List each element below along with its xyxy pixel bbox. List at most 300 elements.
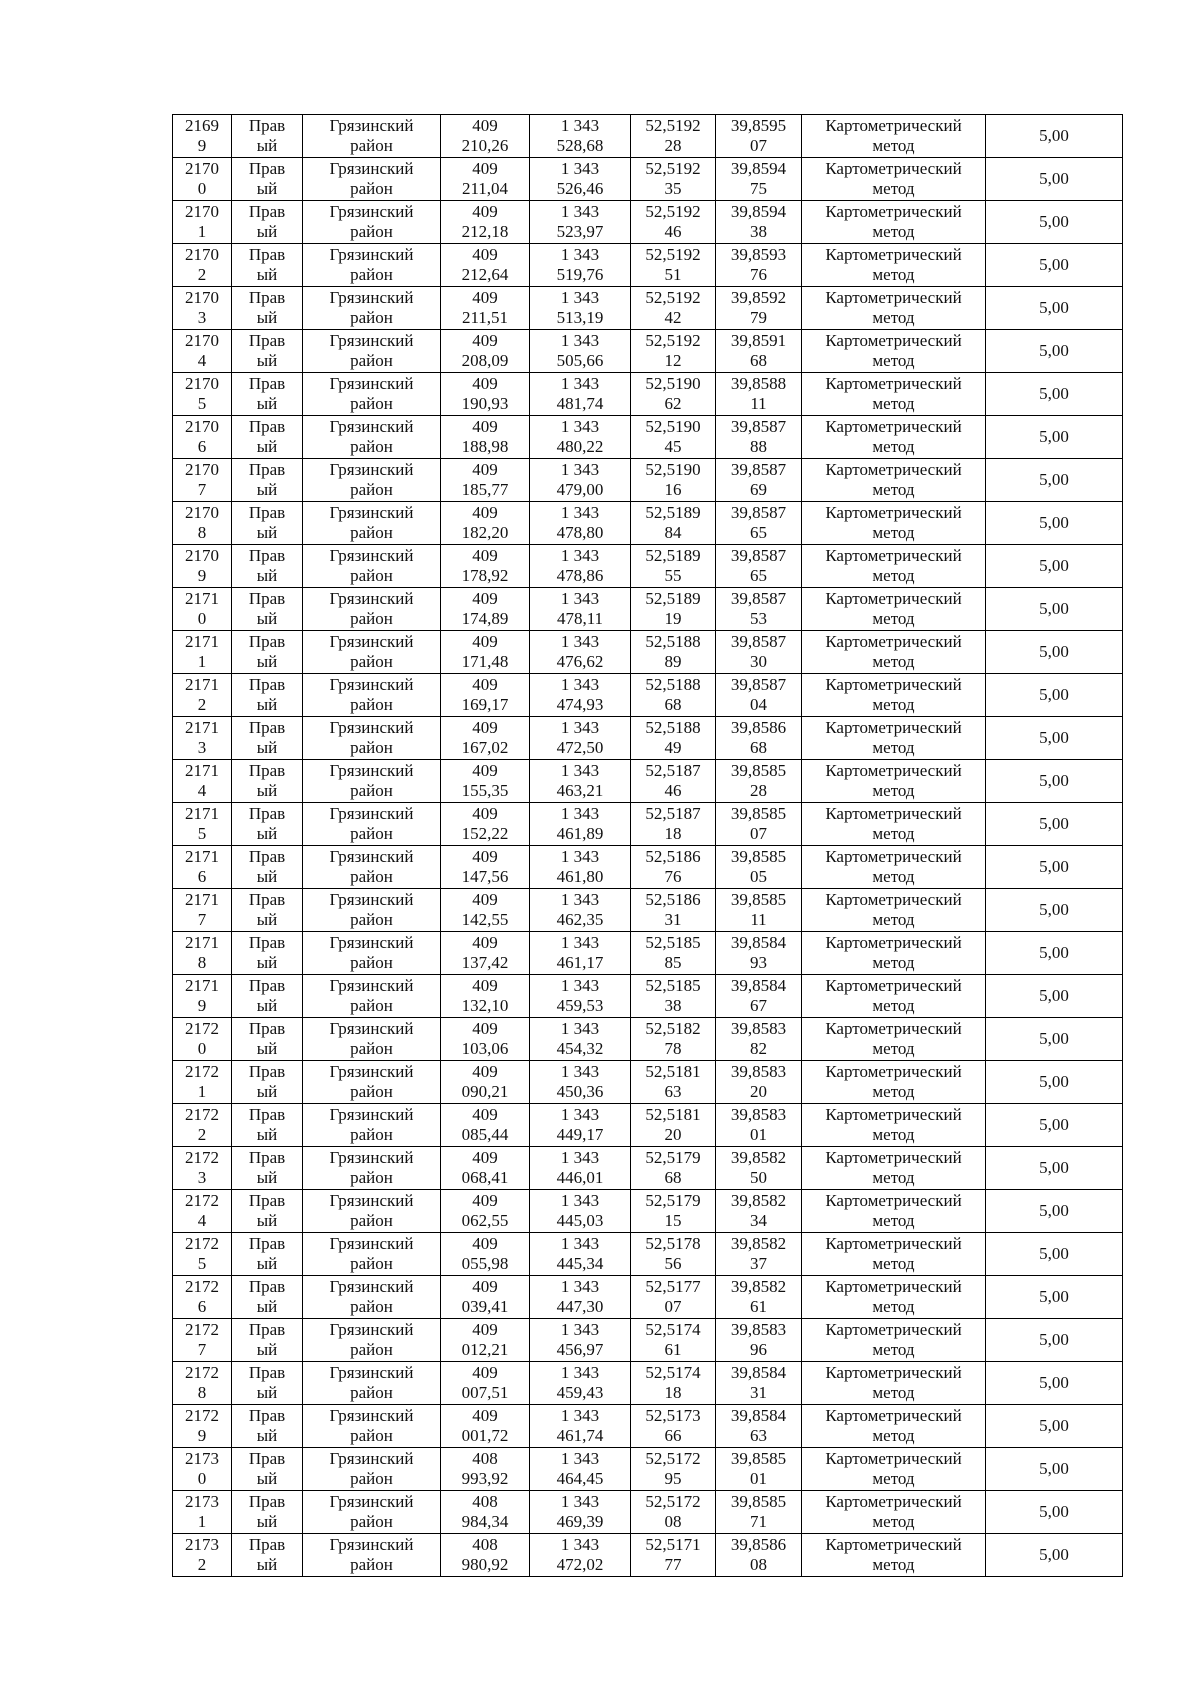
latitude-cell-line: 16 <box>664 480 682 499</box>
latitude-cell-line: 52,5190 <box>645 374 701 393</box>
side-cell-line: ый <box>256 1555 278 1574</box>
longitude-cell-line: 39,8583 <box>730 1062 787 1081</box>
coord-y-cell <box>530 803 631 846</box>
district-cell-line: район <box>350 1082 393 1101</box>
longitude-cell-line: 11 <box>750 910 767 929</box>
coord-y-cell-line: 472,02 <box>556 1555 604 1574</box>
longitude-cell-line: 88 <box>750 437 767 456</box>
side-cell-line: ый <box>256 1297 278 1316</box>
coord-y-cell-line: 1 343 <box>560 1105 600 1124</box>
coord-x-cell-line: 409 <box>472 718 498 737</box>
district-cell-line: Грязинский <box>329 718 414 737</box>
side-cell-line: Прав <box>248 546 286 565</box>
district-cell-line: район <box>350 609 393 628</box>
accuracy-cell: 5,00 <box>986 158 1123 201</box>
coord-x-cell <box>441 201 530 244</box>
table-body <box>173 115 1123 1577</box>
point-number-cell <box>173 803 232 846</box>
district-cell-line: Грязинский <box>329 761 414 780</box>
latitude-cell-line: 68 <box>664 695 682 714</box>
side-cell <box>232 674 303 717</box>
district-cell-line: район <box>350 179 393 198</box>
point-number-cell-line: 2173 <box>185 1492 219 1511</box>
district-cell <box>303 1018 441 1061</box>
method-cell-line: метод <box>872 781 915 800</box>
point-number-cell-line: 0 <box>197 609 207 628</box>
coord-x-cell-line: 409 <box>472 1019 498 1038</box>
method-cell-line: метод <box>872 437 915 456</box>
coord-x-cell-line: 039,41 <box>461 1297 509 1316</box>
method-cell <box>802 975 986 1018</box>
latitude-cell-line: 66 <box>664 1426 682 1445</box>
latitude-cell-line: 85 <box>664 953 682 972</box>
coord-x-cell-line: 178,92 <box>461 566 509 585</box>
coord-x-cell-line: 409 <box>472 1105 498 1124</box>
method-cell-line: Картометрический <box>825 417 962 436</box>
side-cell <box>232 1362 303 1405</box>
latitude-cell-line: 46 <box>664 781 682 800</box>
longitude-cell-line: 01 <box>750 1469 767 1488</box>
accuracy-cell: 5,00 <box>986 760 1123 803</box>
side-cell-line: Прав <box>248 245 286 264</box>
method-cell-line: Картометрический <box>825 288 962 307</box>
method-cell-line: Картометрический <box>825 374 962 393</box>
district-cell <box>303 975 441 1018</box>
point-number-cell-line: 1 <box>197 1512 207 1531</box>
point-number-cell-line: 2170 <box>185 503 219 522</box>
side-cell-line: Прав <box>248 460 286 479</box>
coord-y-cell-line: 1 343 <box>560 847 600 866</box>
district-cell <box>303 459 441 502</box>
coord-y-cell-line: 1 343 <box>560 890 600 909</box>
district-cell <box>303 201 441 244</box>
method-cell <box>802 244 986 287</box>
longitude-cell-line: 37 <box>750 1254 767 1273</box>
longitude-cell <box>716 373 802 416</box>
coord-x-cell <box>441 1018 530 1061</box>
longitude-cell <box>716 545 802 588</box>
point-number-cell-line: 6 <box>197 1297 207 1316</box>
method-cell <box>802 1491 986 1534</box>
latitude-cell-line: 76 <box>664 867 682 886</box>
latitude-cell-line: 52,5192 <box>645 116 701 135</box>
district-cell-line: район <box>350 265 393 284</box>
method-cell <box>802 846 986 889</box>
side-cell-line: Прав <box>248 202 286 221</box>
longitude-cell <box>716 287 802 330</box>
district-cell-line: район <box>350 437 393 456</box>
coord-x-cell <box>441 717 530 760</box>
coord-y-cell-line: 1 343 <box>560 1191 600 1210</box>
method-cell-line: метод <box>872 1383 915 1402</box>
coord-x-cell <box>441 631 530 674</box>
longitude-cell-line: 39,8585 <box>730 1492 787 1511</box>
district-cell <box>303 1319 441 1362</box>
longitude-cell <box>716 932 802 975</box>
coord-y-cell-line: 1 343 <box>560 1234 600 1253</box>
accuracy-cell: 5,00 <box>986 674 1123 717</box>
side-cell-line: ый <box>256 910 278 929</box>
coord-x-cell <box>441 115 530 158</box>
coord-y-cell <box>530 1104 631 1147</box>
side-cell <box>232 1147 303 1190</box>
side-cell <box>232 760 303 803</box>
accuracy-cell: 5,00 <box>986 1147 1123 1190</box>
point-number-cell <box>173 459 232 502</box>
side-cell-line: ый <box>256 781 278 800</box>
longitude-cell <box>716 1362 802 1405</box>
coord-y-cell <box>530 115 631 158</box>
side-cell-line: Прав <box>248 804 286 823</box>
side-cell <box>232 1104 303 1147</box>
latitude-cell-line: 52,5178 <box>645 1234 701 1253</box>
latitude-cell <box>631 717 716 760</box>
latitude-cell-line: 52,5188 <box>645 632 701 651</box>
longitude-cell-line: 39,8587 <box>730 675 787 694</box>
coord-x-cell-line: 171,48 <box>461 652 509 671</box>
latitude-cell <box>631 674 716 717</box>
coord-y-cell-line: 1 343 <box>560 374 600 393</box>
point-number-cell-line: 2172 <box>185 1105 219 1124</box>
longitude-cell-line: 39,8591 <box>730 331 787 350</box>
coord-y-cell-line: 519,76 <box>556 265 604 284</box>
longitude-cell-line: 39,8594 <box>730 159 787 178</box>
district-cell-line: Грязинский <box>329 159 414 178</box>
side-cell-line: ый <box>256 609 278 628</box>
coord-y-cell-line: 1 343 <box>560 202 600 221</box>
side-cell-line: ый <box>256 136 278 155</box>
point-number-cell <box>173 889 232 932</box>
longitude-cell-line: 28 <box>750 781 767 800</box>
side-cell-line: Прав <box>248 1492 286 1511</box>
coord-y-cell-line: 474,93 <box>556 695 604 714</box>
point-number-cell-line: 2172 <box>185 1406 219 1425</box>
table-row <box>173 502 1123 545</box>
coord-y-cell <box>530 373 631 416</box>
coord-x-cell <box>441 932 530 975</box>
side-cell-line: Прав <box>248 116 286 135</box>
coord-y-cell-line: 472,50 <box>556 738 604 757</box>
point-number-cell <box>173 1276 232 1319</box>
side-cell <box>232 631 303 674</box>
district-cell-line: район <box>350 695 393 714</box>
longitude-cell-line: 71 <box>750 1512 767 1531</box>
longitude-cell <box>716 846 802 889</box>
method-cell <box>802 1319 986 1362</box>
longitude-cell <box>716 717 802 760</box>
district-cell-line: район <box>350 1254 393 1273</box>
coord-x-cell <box>441 459 530 502</box>
longitude-cell-line: 39,8587 <box>730 589 787 608</box>
point-number-cell-line: 0 <box>197 1039 207 1058</box>
coord-y-cell-line: 456,97 <box>556 1340 604 1359</box>
method-cell-line: Картометрический <box>825 202 962 221</box>
longitude-cell-line: 61 <box>750 1297 767 1316</box>
method-cell <box>802 545 986 588</box>
method-cell-line: метод <box>872 1168 915 1187</box>
coord-x-cell-line: 090,21 <box>461 1082 509 1101</box>
side-cell-line: Прав <box>248 675 286 694</box>
side-cell-line: ый <box>256 308 278 327</box>
coord-x-cell <box>441 330 530 373</box>
district-cell-line: Грязинский <box>329 1492 414 1511</box>
coord-y-cell-line: 1 343 <box>560 589 600 608</box>
point-number-cell-line: 2 <box>197 265 207 284</box>
accuracy-cell: 5,00 <box>986 115 1123 158</box>
coord-x-cell-line: 132,10 <box>461 996 509 1015</box>
district-cell-line: район <box>350 1211 393 1230</box>
latitude-cell-line: 56 <box>664 1254 682 1273</box>
longitude-cell <box>716 1018 802 1061</box>
longitude-cell-line: 39,8586 <box>730 1535 787 1554</box>
method-cell-line: Картометрический <box>825 1449 962 1468</box>
accuracy-cell: 5,00 <box>986 717 1123 760</box>
latitude-cell <box>631 115 716 158</box>
district-cell <box>303 760 441 803</box>
latitude-cell <box>631 1362 716 1405</box>
latitude-cell-line: 52,5190 <box>645 417 701 436</box>
side-cell <box>232 1276 303 1319</box>
latitude-cell-line: 19 <box>664 609 682 628</box>
method-cell <box>802 373 986 416</box>
accuracy-cell: 5,00 <box>986 459 1123 502</box>
district-cell-line: Грязинский <box>329 331 414 350</box>
side-cell-line: Прав <box>248 718 286 737</box>
longitude-cell-line: 39,8584 <box>730 976 787 995</box>
method-cell-line: Картометрический <box>825 890 962 909</box>
longitude-cell-line: 39,8595 <box>730 116 787 135</box>
point-number-cell-line: 0 <box>197 1469 207 1488</box>
method-cell-line: Картометрический <box>825 1492 962 1511</box>
point-number-cell-line: 7 <box>197 910 207 929</box>
method-cell <box>802 1061 986 1104</box>
coord-y-cell-line: 479,00 <box>556 480 604 499</box>
latitude-cell <box>631 244 716 287</box>
district-cell-line: Грязинский <box>329 1191 414 1210</box>
coord-x-cell-line: 409 <box>472 632 498 651</box>
district-cell-line: район <box>350 1168 393 1187</box>
coord-y-cell-line: 454,32 <box>556 1039 604 1058</box>
side-cell-line: Прав <box>248 1449 286 1468</box>
method-cell-line: метод <box>872 1039 915 1058</box>
side-cell-line: Прав <box>248 589 286 608</box>
side-cell <box>232 416 303 459</box>
district-cell-line: район <box>350 1340 393 1359</box>
coord-x-cell-line: 980,92 <box>461 1555 509 1574</box>
coord-x-cell-line: 408 <box>472 1535 498 1554</box>
latitude-cell <box>631 158 716 201</box>
coord-y-cell <box>530 244 631 287</box>
district-cell-line: район <box>350 738 393 757</box>
point-number-cell-line: 4 <box>197 781 207 800</box>
longitude-cell-line: 39,8585 <box>730 1449 787 1468</box>
point-number-cell-line: 2170 <box>185 417 219 436</box>
coord-x-cell-line: 409 <box>472 503 498 522</box>
latitude-cell-line: 77 <box>664 1555 682 1574</box>
coord-x-cell-line: 409 <box>472 976 498 995</box>
method-cell-line: метод <box>872 1125 915 1144</box>
point-number-cell-line: 5 <box>197 394 207 413</box>
coord-x-cell <box>441 545 530 588</box>
side-cell-line: Прав <box>248 1406 286 1425</box>
point-number-cell <box>173 1018 232 1061</box>
side-cell-line: ый <box>256 1168 278 1187</box>
longitude-cell-line: 39,8592 <box>730 288 787 307</box>
district-cell-line: район <box>350 1297 393 1316</box>
accuracy-cell: 5,00 <box>986 1190 1123 1233</box>
method-cell <box>802 1147 986 1190</box>
point-number-cell-line: 2171 <box>185 933 219 952</box>
accuracy-cell: 5,00 <box>986 803 1123 846</box>
longitude-cell-line: 69 <box>750 480 767 499</box>
district-cell <box>303 803 441 846</box>
coord-y-cell <box>530 975 631 1018</box>
latitude-cell-line: 52,5174 <box>645 1363 701 1382</box>
coord-y-cell-line: 450,36 <box>556 1082 604 1101</box>
table-row <box>173 416 1123 459</box>
longitude-cell <box>716 760 802 803</box>
point-number-cell-line: 0 <box>197 179 207 198</box>
longitude-cell-line: 34 <box>750 1211 767 1230</box>
coord-x-cell-line: 409 <box>472 1320 498 1339</box>
table-row <box>173 1147 1123 1190</box>
side-cell <box>232 1319 303 1362</box>
table-row <box>173 631 1123 674</box>
coord-x-cell <box>441 1491 530 1534</box>
district-cell <box>303 1233 441 1276</box>
accuracy-cell: 5,00 <box>986 287 1123 330</box>
longitude-cell <box>716 1448 802 1491</box>
latitude-cell <box>631 1319 716 1362</box>
longitude-cell <box>716 674 802 717</box>
method-cell <box>802 588 986 631</box>
point-number-cell <box>173 244 232 287</box>
district-cell <box>303 416 441 459</box>
point-number-cell-line: 2171 <box>185 675 219 694</box>
district-cell <box>303 1190 441 1233</box>
latitude-cell-line: 12 <box>664 351 682 370</box>
latitude-cell-line: 52,5192 <box>645 331 701 350</box>
latitude-cell-line: 52,5174 <box>645 1320 701 1339</box>
side-cell-line: Прав <box>248 1105 286 1124</box>
method-cell-line: метод <box>872 996 915 1015</box>
point-number-cell <box>173 1319 232 1362</box>
coord-x-cell-line: 409 <box>472 374 498 393</box>
method-cell-line: метод <box>872 1254 915 1273</box>
side-cell <box>232 1491 303 1534</box>
coord-y-cell-line: 1 343 <box>560 1406 600 1425</box>
coord-x-cell-line: 103,06 <box>461 1039 509 1058</box>
latitude-cell-line: 35 <box>664 179 682 198</box>
table-row <box>173 287 1123 330</box>
side-cell-line: Прав <box>248 1148 286 1167</box>
table-row <box>173 1319 1123 1362</box>
district-cell <box>303 588 441 631</box>
side-cell <box>232 115 303 158</box>
district-cell-line: Грязинский <box>329 202 414 221</box>
point-number-cell <box>173 760 232 803</box>
latitude-cell-line: 63 <box>664 1082 682 1101</box>
coord-y-cell <box>530 588 631 631</box>
coord-x-cell-line: 055,98 <box>461 1254 509 1273</box>
method-cell-line: метод <box>872 1340 915 1359</box>
side-cell <box>232 975 303 1018</box>
table-row <box>173 932 1123 975</box>
point-number-cell-line: 1 <box>197 1082 207 1101</box>
table-row <box>173 244 1123 287</box>
coord-x-cell-line: 409 <box>472 1191 498 1210</box>
district-cell-line: район <box>350 136 393 155</box>
coord-x-cell <box>441 1276 530 1319</box>
method-cell-line: Картометрический <box>825 503 962 522</box>
latitude-cell <box>631 1147 716 1190</box>
coord-y-cell-line: 446,01 <box>556 1168 604 1187</box>
district-cell-line: Грязинский <box>329 1105 414 1124</box>
method-cell-line: метод <box>872 1512 915 1531</box>
point-number-cell <box>173 1491 232 1534</box>
coord-x-cell-line: 409 <box>472 1148 498 1167</box>
method-cell-line: Картометрический <box>825 1406 962 1425</box>
district-cell-line: Грязинский <box>329 890 414 909</box>
district-cell <box>303 1491 441 1534</box>
coord-x-cell-line: 142,55 <box>461 910 509 929</box>
side-cell-line: Прав <box>248 976 286 995</box>
table-row <box>173 1276 1123 1319</box>
coord-y-cell-line: 505,66 <box>556 351 604 370</box>
latitude-cell-line: 52,5179 <box>645 1191 701 1210</box>
coord-x-cell <box>441 846 530 889</box>
coord-x-cell-line: 147,56 <box>461 867 509 886</box>
side-cell <box>232 889 303 932</box>
side-cell-line: ый <box>256 222 278 241</box>
table-row <box>173 846 1123 889</box>
point-number-cell <box>173 287 232 330</box>
longitude-cell <box>716 1276 802 1319</box>
latitude-cell-line: 38 <box>664 996 682 1015</box>
coord-x-cell-line: 012,21 <box>461 1340 509 1359</box>
longitude-cell-line: 65 <box>750 566 767 585</box>
district-cell-line: район <box>350 523 393 542</box>
latitude-cell <box>631 545 716 588</box>
coord-x-cell-line: 188,98 <box>461 437 509 456</box>
point-number-cell-line: 2170 <box>185 245 219 264</box>
coord-y-cell-line: 1 343 <box>560 976 600 995</box>
side-cell-line: Прав <box>248 1320 286 1339</box>
longitude-cell-line: 08 <box>750 1555 767 1574</box>
method-cell-line: метод <box>872 910 915 929</box>
longitude-cell <box>716 502 802 545</box>
latitude-cell-line: 55 <box>664 566 682 585</box>
coord-y-cell <box>530 1190 631 1233</box>
method-cell-line: метод <box>872 1297 915 1316</box>
longitude-cell-line: 39,8583 <box>730 1320 787 1339</box>
latitude-cell <box>631 631 716 674</box>
side-cell-line: Прав <box>248 847 286 866</box>
longitude-cell <box>716 1233 802 1276</box>
coord-y-cell-line: 445,34 <box>556 1254 604 1273</box>
coord-x-cell-line: 409 <box>472 331 498 350</box>
coord-x-cell-line: 062,55 <box>461 1211 509 1230</box>
method-cell-line: метод <box>872 1211 915 1230</box>
side-cell <box>232 846 303 889</box>
coord-y-cell <box>530 674 631 717</box>
latitude-cell <box>631 1104 716 1147</box>
longitude-cell-line: 30 <box>750 652 767 671</box>
coord-x-cell-line: 408 <box>472 1449 498 1468</box>
point-number-cell-line: 2170 <box>185 159 219 178</box>
method-cell-line: метод <box>872 136 915 155</box>
longitude-cell <box>716 1491 802 1534</box>
